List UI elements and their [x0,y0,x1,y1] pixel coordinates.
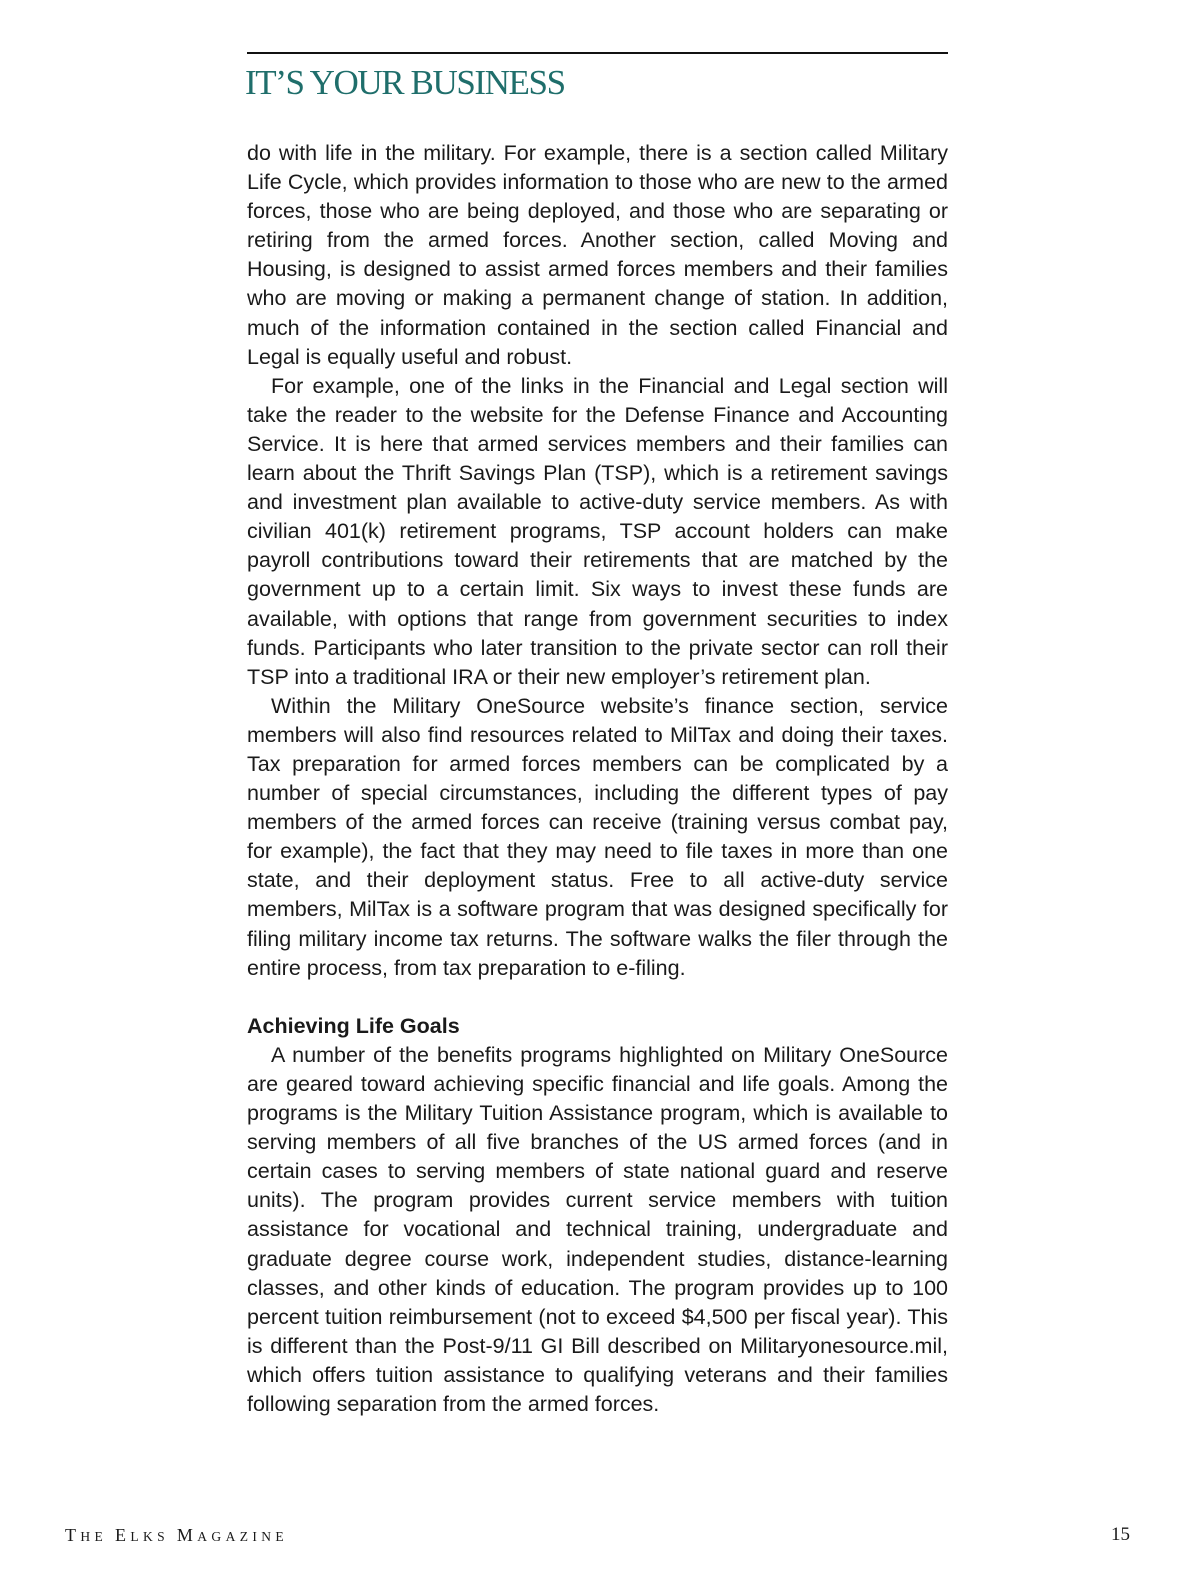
article-paragraph: Within the Military OneSource website’s finance section, service members will also find resources related to MilTax and doing their taxes. Tax preparation for armed forces members can be complicated by a number of special circumstances, including the different types of pay members of the armed forces can receive (training versus combat pay, for example), the fact that they may need to file taxes in more than one state, and their deployment status. Free to all active-duty service members, MilTax is a software program that was designed specifically for filing military income tax returns. The software walks the filer through the entire process, from tax preparation to e-filing. [247,693,948,980]
page-number: 15 [1111,1524,1130,1545]
magazine-name-initial: E [114,1525,131,1545]
magazine-name-part: LKS [130,1529,177,1544]
magazine-name-initial: M [176,1525,198,1545]
magazine-name [65,1523,288,1549]
article-body [247,139,948,1419]
article-paragraph: do with life in the military. For example, there is a section called Military Life Cycle, which provides information to those who are new to the armed forces, those who are being deployed, and those who are separating or retiring from the armed forces. Another section, called Moving and Housing, is designed to assist armed forces members and their families who are moving or making a permanent change of station. In addition, much of the information contained in the section called Financial and Legal is equally useful and robust. [247,141,948,369]
magazine-name-part: AGAZINE [197,1529,289,1544]
header-rule [247,52,948,54]
section-title: IT’S YOUR BUSINESS [245,63,565,102]
magazine-name-part: HE [80,1529,115,1544]
magazine-name-initial: T [65,1525,81,1545]
article-paragraph: A number of the benefits programs highlighted on Military OneSource are geared toward achieving specific financial and life goals. Among the programs is the Military Tuition Assistance program, which is available to serving members of all five branches of the US armed forces (and in certain cases to serving members of state national guard and reserve units). The program provides current service members with tuition assistance for vocational and technical training, undergraduate and graduate degree course work, independent studies, distance-learning classes, and other kinds of education. The program provides up to 100 percent tuition reimbursement (not to exceed $4,500 per fiscal year). This is different than the Post-9/11 GI Bill described on Militaryonesource.mil, which offers tuition assistance to qualifying veterans and their families following separation from the armed forces. [247,1042,948,1417]
article-paragraph: For example, one of the links in the Financial and Legal section will take the reader to the website for the Defense Finance and Accounting Service. It is here that armed services members and their families can learn about the Thrift Savings Plan (TSP), which is a retirement savings and investment plan available to active-duty service members. As with civilian 401(k) retirement programs, TSP account holders can make payroll contributions toward their retirements that are matched by the government up to a certain limit. Six ways to invest these funds are available, with options that range from government securities to index funds. Participants who later transition to the private sector can roll their TSP into a traditional IRA or their new employer’s retirement plan. [247,373,948,689]
subheading: Achieving Life Goals [247,1013,460,1038]
